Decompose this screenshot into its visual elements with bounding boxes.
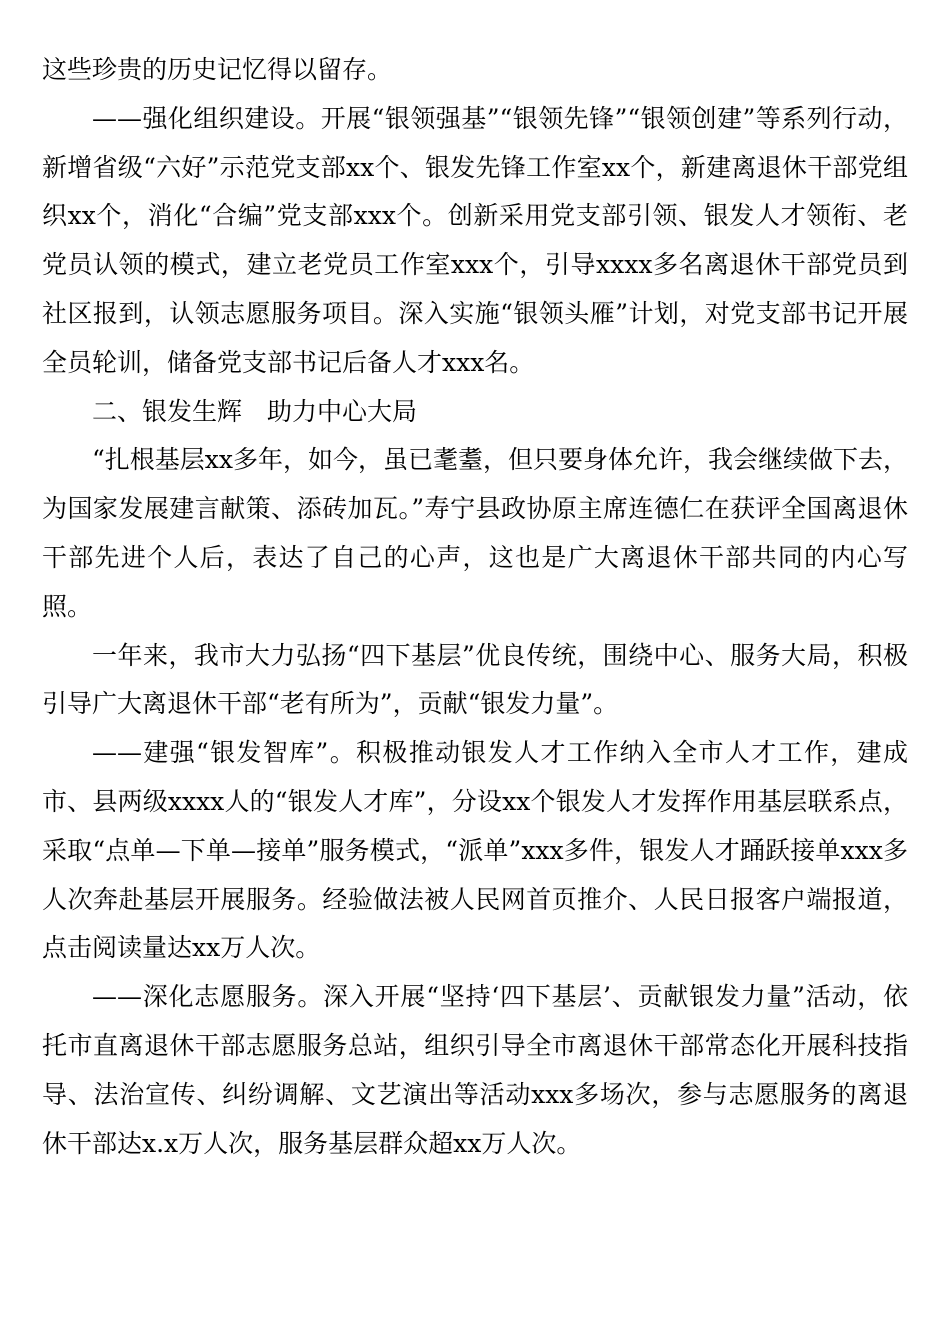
section-heading: 二、银发生辉 助力中心大局 xyxy=(92,396,418,426)
paragraph-continuation: 这些珍贵的历史记忆得以留存。 xyxy=(42,55,393,84)
paragraph-organization-building: ——强化组织建设。开展“银领强基”“银领先锋”“银领创建”等系列行动，新增省级“六好”示范党支部xx个、银发先锋工作室xx个，新建离退休干部党组织xx个，消化“合编”党支部xxx个。创新采用党支部引领、银发人才领衔、老党员认领的模式，建立老党员工作室xxx个，引导xxxx多名离退休干部党员到社区报到，认领志愿服务项目。深入实施“银领头雁”计划，对党支部书记开展全员轮训，储备党支部书记后备人才xxx名。 xyxy=(42,103,908,377)
document-body xyxy=(42,46,908,1168)
paragraph-silver-think-tank: ——建强“银发智库”。积极推动银发人才工作纳入全市人才工作，建成市、县两级xxxx人的“银发人才库”，分设xx个银发人才发挥作用基层联系点，采取“点单—下单—接单”服务模式，“派单”xxx多件，银发人才踊跃接单xxx多人次奔赴基层开展服务。经验做法被人民网首页推介、人民日报客户端报道，点击阅读量达xx万人次。 xyxy=(42,738,908,963)
paragraph-volunteer-service: ——深化志愿服务。深入开展“坚持‘四下基层’、贡献银发力量”活动，依托市直离退休干部志愿服务总站，组织引导全市离退休干部常态化开展科技指导、法治宣传、纠纷调解、文艺演出等活动xxx多场次，参与志愿服务的离退休干部达x.x万人次，服务基层群众超xx万人次。 xyxy=(42,982,908,1158)
paragraph-year-summary: 一年来，我市大力弘扬“四下基层”优良传统，围绕中心、服务大局，积极引导广大离退休干部“老有所为”，贡献“银发力量”。 xyxy=(42,640,908,719)
paragraph-quote: “扎根基层xx多年，如今，虽已耄耋，但只要身体允许，我会继续做下去，为国家发展建言献策、添砖加瓦。”寿宁县政协原主席连德仁在获评全国离退休干部先进个人后，表达了自己的心声，这也是广大离退休干部共同的内心写照。 xyxy=(42,445,908,621)
